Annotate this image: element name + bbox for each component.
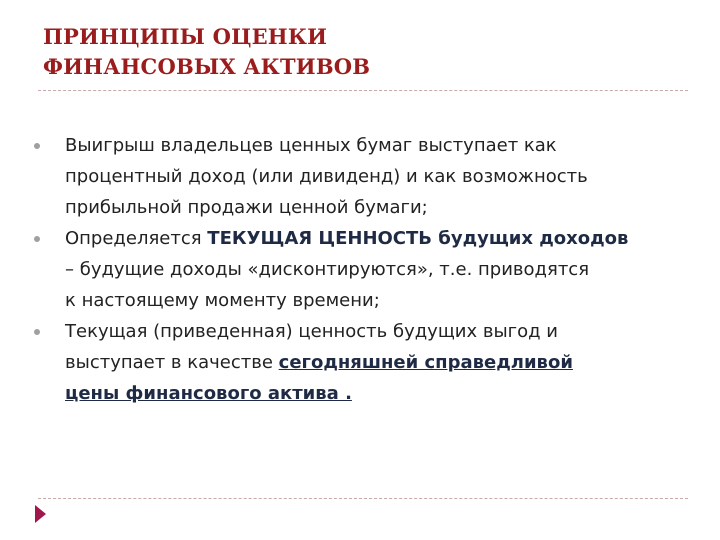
bullet-1-line-3: прибыльной продажи ценной бумаги; [65, 197, 428, 218]
current-value-emphasis: ТЕКУЩАЯ ЦЕННОСТЬ будущих доходов [207, 228, 629, 249]
fair-price-emphasis: сегодняшней справедливой [278, 352, 573, 373]
list-item [34, 316, 684, 409]
bullet-3-prefix: выступает в качестве [65, 352, 279, 373]
bullet-2-line-2: – будущие доходы «дисконтируются», т.е. приводятся [65, 259, 590, 280]
bullet-2-line-1 [65, 223, 684, 254]
list-item [34, 223, 684, 316]
bullet-list [34, 130, 684, 409]
bullet-2-prefix: Определяется [65, 228, 208, 249]
bullet-2-line-3: к настоящему моменту времени; [65, 290, 380, 311]
bullet-dot-icon [34, 236, 40, 242]
bullet-dot-icon [34, 143, 40, 149]
slide-title [43, 22, 663, 82]
bottom-divider [38, 498, 688, 499]
bullet-1-line-1: Выигрыш владельцев ценных бумаг выступает как [65, 135, 557, 156]
top-divider [38, 90, 688, 91]
bullet-3-line-3 [65, 378, 684, 409]
list-item [34, 130, 684, 223]
bullet-1-line-2: процентный доход (или дивиденд) и как возможность [65, 166, 588, 187]
bullet-dot-icon [34, 329, 40, 335]
triangle-right-icon[interactable] [35, 505, 46, 523]
slide-title-line-2: ФИНАНСОВЫХ АКТИВОВ [43, 54, 371, 79]
bullet-3-line-1: Текущая (приведенная) ценность будущих выгод и [65, 321, 559, 342]
slide-title-line-1: ПРИНЦИПЫ ОЦЕНКИ [43, 24, 328, 49]
fair-price-emphasis-cont: цены финансового актива . [65, 383, 352, 404]
bullet-3-line-2 [65, 347, 684, 378]
